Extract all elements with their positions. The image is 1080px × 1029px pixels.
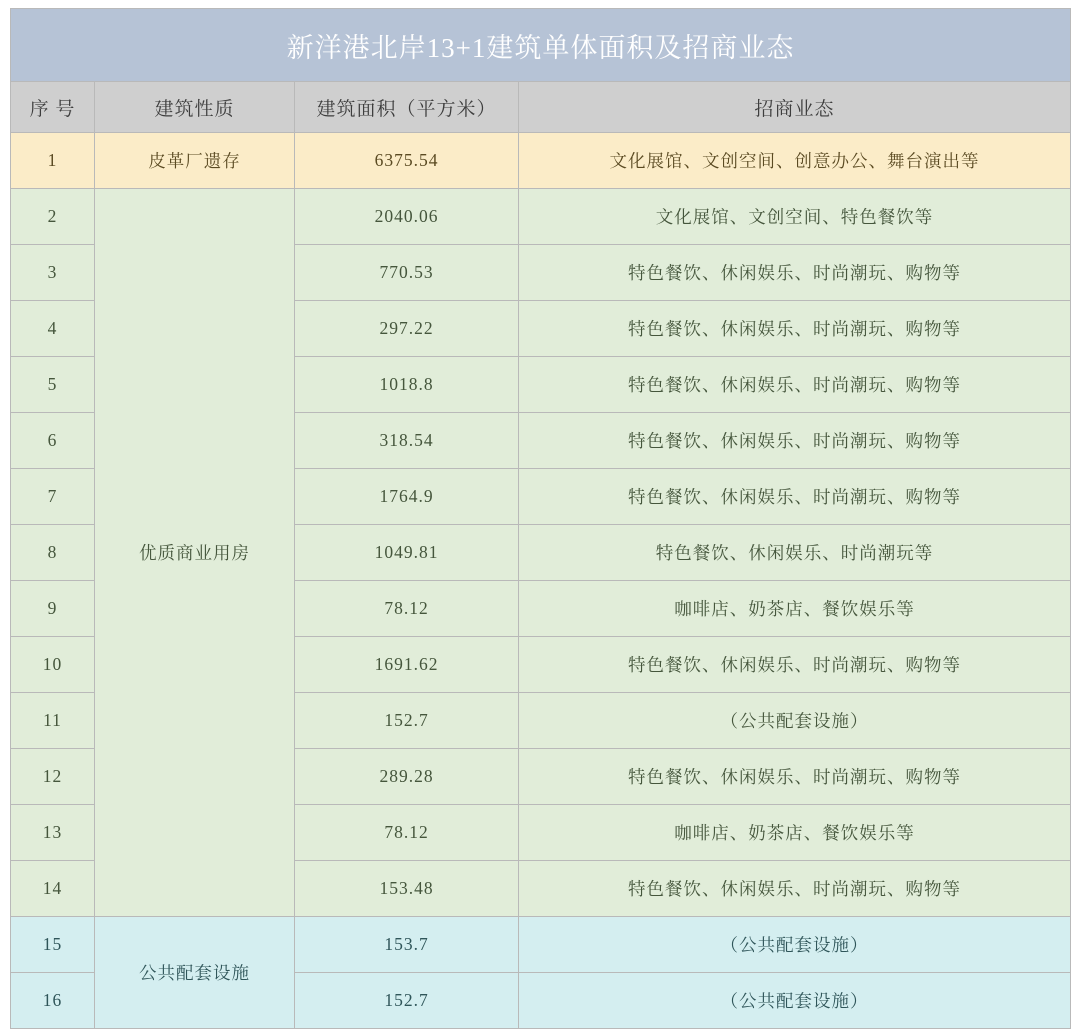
cell-area: 318.54 xyxy=(295,413,519,469)
cell-biz: （公共配套设施） xyxy=(519,693,1071,749)
cell-no: 13 xyxy=(11,805,95,861)
cell-biz: 特色餐饮、休闲娱乐、时尚潮玩等 xyxy=(519,525,1071,581)
cell-no: 14 xyxy=(11,861,95,917)
cell-no: 11 xyxy=(11,693,95,749)
column-header-area: 建筑面积（平方米） xyxy=(295,82,519,133)
column-header-nature: 建筑性质 xyxy=(95,82,295,133)
table-header-row xyxy=(11,82,1071,133)
cell-no: 16 xyxy=(11,973,95,1029)
cell-area: 1018.8 xyxy=(295,357,519,413)
cell-area: 289.28 xyxy=(295,749,519,805)
cell-no: 3 xyxy=(11,245,95,301)
cell-area: 1764.9 xyxy=(295,469,519,525)
table-row xyxy=(11,189,1071,245)
cell-biz: 特色餐饮、休闲娱乐、时尚潮玩、购物等 xyxy=(519,861,1071,917)
cell-nature-heritage: 皮革厂遗存 xyxy=(95,133,295,189)
cell-area: 1691.62 xyxy=(295,637,519,693)
cell-area: 2040.06 xyxy=(295,189,519,245)
column-header-no: 序 号 xyxy=(11,82,95,133)
cell-area: 297.22 xyxy=(295,301,519,357)
cell-nature-public: 公共配套设施 xyxy=(95,917,295,1029)
cell-no: 2 xyxy=(11,189,95,245)
cell-area: 6375.54 xyxy=(295,133,519,189)
table-row xyxy=(11,133,1071,189)
cell-biz: 文化展馆、文创空间、创意办公、舞台演出等 xyxy=(519,133,1071,189)
cell-area: 152.7 xyxy=(295,693,519,749)
table-title-row xyxy=(11,9,1071,82)
cell-area: 78.12 xyxy=(295,805,519,861)
cell-biz: 特色餐饮、休闲娱乐、时尚潮玩、购物等 xyxy=(519,469,1071,525)
cell-area: 1049.81 xyxy=(295,525,519,581)
cell-biz: 特色餐饮、休闲娱乐、时尚潮玩、购物等 xyxy=(519,637,1071,693)
cell-no: 8 xyxy=(11,525,95,581)
cell-no: 9 xyxy=(11,581,95,637)
cell-biz: 咖啡店、奶茶店、餐饮娱乐等 xyxy=(519,805,1071,861)
cell-area: 152.7 xyxy=(295,973,519,1029)
cell-biz: 特色餐饮、休闲娱乐、时尚潮玩、购物等 xyxy=(519,413,1071,469)
cell-biz: （公共配套设施） xyxy=(519,973,1071,1029)
cell-biz: 文化展馆、文创空间、特色餐饮等 xyxy=(519,189,1071,245)
cell-biz: 特色餐饮、休闲娱乐、时尚潮玩、购物等 xyxy=(519,301,1071,357)
building-area-table xyxy=(10,8,1071,1029)
cell-no: 15 xyxy=(11,917,95,973)
cell-no: 4 xyxy=(11,301,95,357)
cell-no: 5 xyxy=(11,357,95,413)
page-title: 新洋港北岸13+1建筑单体面积及招商业态 xyxy=(11,9,1071,82)
cell-biz: 特色餐饮、休闲娱乐、时尚潮玩、购物等 xyxy=(519,245,1071,301)
cell-biz: 咖啡店、奶茶店、餐饮娱乐等 xyxy=(519,581,1071,637)
cell-no: 6 xyxy=(11,413,95,469)
table-row xyxy=(11,917,1071,973)
cell-area: 78.12 xyxy=(295,581,519,637)
cell-no: 12 xyxy=(11,749,95,805)
cell-biz: （公共配套设施） xyxy=(519,917,1071,973)
cell-nature-commercial: 优质商业用房 xyxy=(95,189,295,917)
column-header-biz: 招商业态 xyxy=(519,82,1071,133)
cell-area: 770.53 xyxy=(295,245,519,301)
cell-no: 7 xyxy=(11,469,95,525)
cell-area: 153.7 xyxy=(295,917,519,973)
cell-biz: 特色餐饮、休闲娱乐、时尚潮玩、购物等 xyxy=(519,749,1071,805)
cell-biz: 特色餐饮、休闲娱乐、时尚潮玩、购物等 xyxy=(519,357,1071,413)
cell-no: 10 xyxy=(11,637,95,693)
cell-area: 153.48 xyxy=(295,861,519,917)
cell-no: 1 xyxy=(11,133,95,189)
